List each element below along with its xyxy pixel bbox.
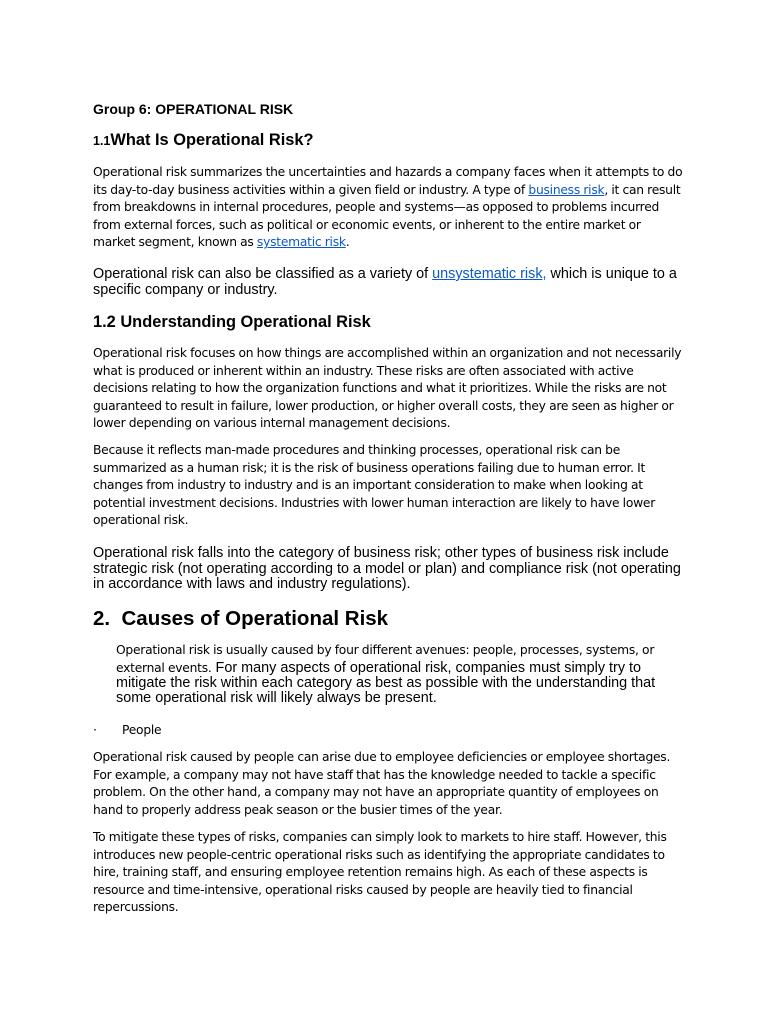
section-1-2-heading: 1.2 Understanding Operational Risk — [93, 313, 371, 331]
text-run: market segment, known as — [93, 235, 257, 250]
paragraph-line: summarized as a human risk; it is the risk of business operations failing due to human error. It — [93, 460, 646, 475]
paragraph-line: For example, a company may not have staff that has the knowledge needed to tackle a specific — [93, 767, 656, 782]
bullet-label: People — [122, 723, 162, 737]
systematic-risk-link[interactable]: systematic risk — [256, 235, 346, 250]
paragraph-line: mitigate the risk within each category as best as possible with the understanding that — [116, 674, 656, 691]
paragraph-line: in accordance with laws and industry regulations). — [93, 576, 411, 592]
section-1-2-paragraph-1 — [93, 345, 693, 433]
paragraph-line: problem. On the other hand, a company may not have an appropriate quantity of employees on — [93, 785, 659, 800]
text-run: which is unique to a — [546, 266, 677, 282]
business-risk-link[interactable]: business risk — [528, 182, 605, 197]
paragraph-line: from external forces, such as political or economic events, or inherent to the entire market or — [93, 217, 641, 232]
paragraph-line: operational risk. — [93, 513, 189, 528]
section-1-1-number: 1.1 — [93, 134, 111, 148]
text-run: , it can result — [604, 182, 681, 197]
text-run: Operational risk can also be classified as a variety of — [93, 266, 433, 282]
text-run: For many aspects of operational risk, companies must simply try to — [211, 659, 642, 676]
paragraph-line: Because it reflects man-made procedures and thinking processes, operational risk can be — [93, 443, 621, 457]
paragraph-line: hand to properly address peak season or the busier times of the year. — [93, 802, 503, 817]
paragraph-line: lower depending on various internal management decisions. — [93, 416, 451, 431]
section-1-2-paragraph-3 — [93, 546, 693, 593]
paragraph-line: introduces new people-centric operational risks such as identifying the appropriate candidates to — [93, 847, 665, 862]
paragraph-line: potential investment decisions. Industries with lower human interaction are likely to have lower — [93, 495, 656, 510]
section-2-paragraph-2 — [93, 829, 693, 917]
paragraph-line — [93, 182, 693, 200]
paragraph-line — [93, 267, 693, 283]
paragraph-line: from breakdowns in internal procedures, people and systems—as opposed to problems incurred — [93, 200, 660, 215]
document-title: Group 6: OPERATIONAL RISK — [93, 101, 294, 117]
section-2-heading: 2. Causes of Operational Risk — [93, 607, 389, 630]
paragraph-line: repercussions. — [93, 900, 179, 915]
paragraph-line: some operational risk will likely always be present. — [116, 690, 437, 707]
text-run: its day-to-day business activities within a given field or industry. A type of — [93, 182, 529, 197]
paragraph-line: strategic risk (not operating according to a model or plan) and compliance risk (not operating — [93, 560, 681, 577]
paragraph-line: changes from industry to industry and is an important consideration to make when looking at — [93, 478, 643, 493]
paragraph-line: resource and time-intensive, operational risks caused by people are heavily tied to financial — [93, 882, 633, 897]
bullet-symbol: · — [93, 723, 97, 737]
paragraph-line: Operational risk is usually caused by four different avenues: people, processes, systems, or — [116, 643, 655, 657]
paragraph-line: Operational risk summarizes the uncertainties and hazards a company faces when it attempts to do — [93, 165, 683, 179]
section-1-1-paragraph-2 — [93, 267, 693, 298]
section-1-2-paragraph-2 — [93, 442, 693, 530]
paragraph-line: To mitigate these types of risks, companies can simply look to markets to hire staff. However, this — [93, 830, 667, 844]
text-run: external events. — [116, 660, 212, 675]
section-2-paragraph-1 — [93, 749, 693, 819]
text-run: . — [345, 235, 350, 250]
paragraph-line: guaranteed to result in failure, lower production, or higher overall costs, they are seen as higher or — [93, 398, 674, 413]
paragraph-line — [93, 234, 693, 252]
paragraph-line: Operational risk caused by people can arise due to employee deficiencies or employee shortages. — [93, 750, 671, 764]
paragraph-line: Operational risk falls into the category of business risk; other types of business risk include — [93, 545, 669, 561]
paragraph-line: specific company or industry. — [93, 281, 278, 298]
paragraph-line: hire, training staff, and ensuring employee retention remains high. As each of these aspects is — [93, 865, 648, 880]
paragraph-line: decisions relating to how the organization functions and what it prioritizes. While the risks are not — [93, 381, 667, 396]
paragraph-line: what is produced or inherent within an industry. These risks are often associated with active — [93, 363, 634, 378]
paragraph-line: Operational risk focuses on how things are accomplished within an organization and not necessarily — [93, 346, 682, 360]
unsystematic-risk-link[interactable]: unsystematic risk, — [432, 266, 547, 282]
bullet-item-people — [93, 722, 162, 740]
paragraph-line — [116, 660, 696, 676]
section-1-1-title: What Is Operational Risk? — [110, 131, 314, 149]
section-2-intro — [116, 642, 696, 707]
section-1-1-paragraph-1 — [93, 164, 693, 252]
section-1-1-heading — [93, 131, 314, 150]
